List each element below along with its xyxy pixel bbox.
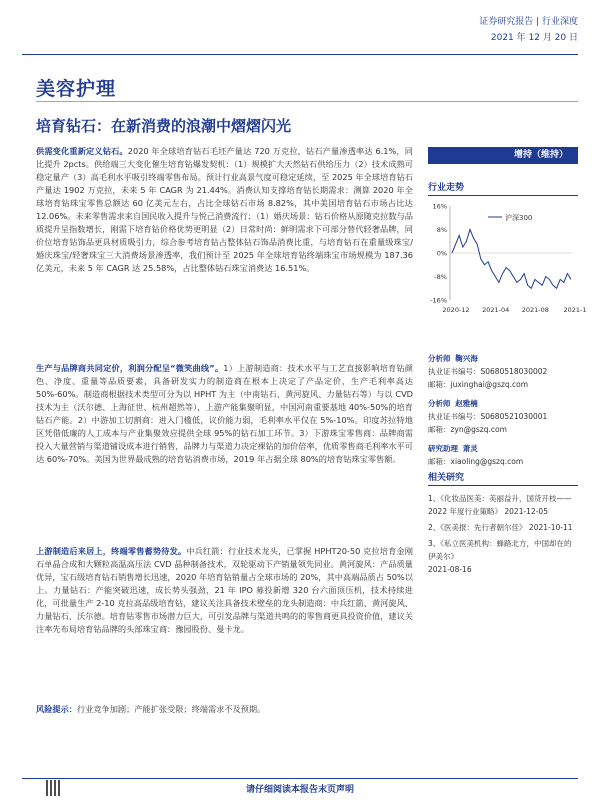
report-date: 2021 年 12 月 20 日 [490, 33, 578, 43]
trend-chart [428, 200, 587, 328]
related-item-3-date: 2021-08-16 [428, 565, 472, 574]
paragraph-3 [36, 545, 413, 636]
analyst-2-cert: 执业证书编号：S0680521030001 [428, 412, 548, 421]
related-item[interactable] [428, 492, 578, 518]
analyst-1-name: 鞠兴海 [455, 354, 478, 363]
paragraph-1-lead: 供需变化重新定义钻石。 [36, 146, 128, 156]
related-heading: 相关研究 [428, 470, 578, 486]
x-tick-label: 2021-04 [482, 306, 510, 314]
related-item-1-date: 2021-12-05 [504, 507, 548, 516]
related-item-2-date: 2021-10-11 [528, 523, 573, 532]
related-item-3-title: 3、《私立医美机构：蜂路北方，中国却在的伊美尔》 [428, 539, 572, 561]
analyst-2 [428, 397, 578, 436]
analyst-2-name: 赵雅楠 [455, 399, 478, 408]
x-tick-label: 2021-08 [521, 306, 549, 314]
analyst-3-role: 研究助理 [428, 444, 458, 453]
report-type: 证券研究报告 | 行业深度 [479, 17, 578, 27]
paragraph-1-text: 2020 年全球培育钻石毛坯产量达 720 万克拉，钻石产量渗透率达 6.1%，同比提升 2pcts。供给端三大变化催生培育钻爆发契机：（1）规模扩大天然钻石供给压力（2）技术成熟可稳定量产（3）高毛利水平吸引终端零售布局。预计行业高景气度可稳定延续，至 2025 年全球培育钻石产量达 1902 万克拉，未来 5 年 CAGR 为 21.44%。消费认知支撑培育钻长期需求：测算 2020 年全球培育钻珠宝零售总额达 60 亿美元左右，占比全球钻石市场 8.82%，其中美国培育钻石市场占比达 12.06%。未来零售需求来自国民收入提升与悦己消费流行：（1）婚庆场景：钻石价格从原随克拉数与品质提升呈指数增长，刚需下培育钻价格优势更明显（2）日常时尚：鲜明需求下可部分替代轻奢品牌，同价位培育钻饰品更具材质吸引力，综合参考培育钻占整体钻石饰品消费比重，与培育钻石在重量级珠宝/婚庆珠宝/轻奢珠宝三大消费场景渗透率，我们预计至 2025 年全球培育钻终端珠宝市场规模为 187.36 亿美元，未来 5 年 CAGR 达 25.58%，占比整体钻石珠宝消费达 16.51%。 [36, 146, 413, 273]
footer-divider [22, 778, 578, 779]
x-tick-label: 2020-12 [442, 306, 470, 314]
analyst-3 [428, 442, 578, 468]
risk-text: 行业竞争加剧；产能扩张受限；终端需求不及预期。 [76, 704, 266, 714]
header-divider [22, 54, 578, 55]
related-section [428, 470, 578, 576]
footer-disclaimer: 请仔细阅读本报告末页声明 [245, 785, 354, 795]
paragraph-2-text: 1）上游制造商：技术水平与工艺直接影响培育钻颜色、净度、重量等品质要素，具备研发实力的制造商在根本上决定了产品定价，生产毛利率高达 50%-60%。制造商根据技术类型可分为以 HPHT 为主（中南钻石、黄河旋风、力量钻石等）与以 CVD 技术为主（沃尔德、上海征世、杭州超然等），上游产能集聚明显，中国河南重要基地 40%-50%的培育钻石产能。2）中游加工切割商：进入门槛低，议价能力弱，毛利率水平仅在 5%-10%。印度苏拉特地区凭借低廉的人工成本与产业集聚效应提供全球 95%的钻石加工环节。3）下游珠宝零售商：品牌商需投入大量营销与渠道铺设成本进行销售，品牌力与渠道力决定裸钻的加价倍率，优质零售商毛利率水平可达 60%-70%。美国为世界最成熟的培育钻消费市场，2019 年占据全球 80%的培育钻珠宝零售额。 [36, 363, 413, 464]
related-item[interactable] [428, 537, 578, 576]
related-item[interactable] [428, 521, 578, 534]
paragraph-1 [36, 145, 413, 275]
legend-label: 沪深300 [505, 214, 533, 222]
hs300-series-line [452, 230, 571, 289]
analyst-1-email[interactable]: 邮箱：juxinghai@gszq.com [428, 380, 529, 389]
analyst-3-email[interactable]: 邮箱：xiaoling@gszq.com [428, 457, 524, 466]
y-tick-label: 0% [436, 249, 447, 258]
related-list [428, 492, 578, 576]
rating-badge: 增持（维持） [428, 147, 578, 164]
sector-divider [36, 101, 578, 102]
analyst-1 [428, 352, 578, 391]
sector-title: 美容护理 [36, 78, 117, 100]
analyst-2-role: 分析师 [428, 399, 451, 408]
risk-note [36, 703, 413, 716]
report-header [479, 14, 578, 46]
analyst-3-name: 萧灵 [462, 444, 478, 453]
trend-section [428, 180, 587, 332]
y-tick-label: 8% [436, 226, 447, 234]
y-tick-label: -16% [430, 296, 447, 305]
risk-lead: 风险提示： [36, 704, 77, 714]
related-item-1-title: 1、《化妆品医美：美丽益升，国货开枝——2022 年度行业策略》 [428, 494, 572, 516]
trend-heading: 行业走势 [428, 180, 578, 196]
x-tick-label: 2021-1 [563, 306, 587, 314]
y-tick-label: 16% [432, 202, 447, 211]
analyst-list [428, 352, 578, 468]
y-tick-label: -8% [434, 273, 447, 281]
related-item-2-title: 2、《医美报：先行者朝尔佳》 [428, 523, 527, 532]
analyst-1-role: 分析师 [428, 354, 451, 363]
paragraph-3-lead: 上游制造后来居上，终端零售蓄势待发。 [36, 546, 187, 556]
paragraph-3-text: 中兵红箭：行业技术龙头，已掌握 HPHT20-50 克拉培育金刚石单晶合成和大颗粒高温高压法 CVD 晶种制备技术，双轮驱动下产销量领先同业。黄河旋风：产品质量优异，宝石级培育钻石销售增长迅速，2020 年培育钻销量占全球市场的 20%，其中高端品质占 50%以上。力量钻石：产能突破迅速，成长势头强劲，21 年 IPO 募投新增 320 台六面顶压机，技术持续进化，可批量生产 2-10 克拉高品级培育钻，建议关注具备技术壁垒的龙头制造商：中兵红箭、黄河旋风、力量钻石、沃尔德。培育钻零售市场潜力巨大，可引发品牌与渠道共鸣的的零售商更具投资价值，建议关注率先布局培育钻品牌的头部珠宝商：豫园股份、曼卡龙。 [36, 546, 413, 634]
report-title: 培育钻石：在新消费的浪潮中熠熠闪光 [36, 117, 292, 135]
paragraph-2-lead: 生产与品牌商共同定价，利润分配呈“微笑曲线”。 [36, 363, 224, 373]
analyst-1-cert: 执业证书编号：S0680518030002 [428, 367, 548, 376]
analyst-2-email[interactable]: 邮箱：zyn@gszq.com [428, 425, 507, 434]
paragraph-2 [36, 362, 413, 466]
